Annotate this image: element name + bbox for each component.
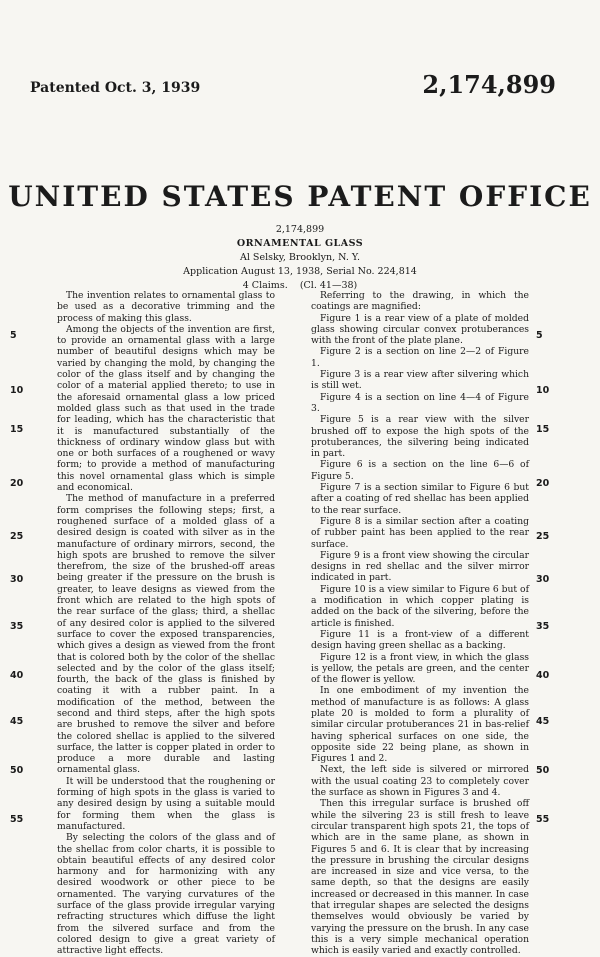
meta-class: (Cl. 41—38) — [299, 280, 358, 291]
line-number: 40 — [536, 670, 550, 681]
line-number: 10 — [10, 385, 24, 396]
right-paragraph: Figure 5 is a rear view with the silver brushed off to expose the high spots of the protuberances, the silvering being indicated in part. — [311, 414, 529, 460]
left-column — [57, 290, 275, 957]
right-paragraph: Figure 9 is a front view showing the circular designs in red shellac and the silver mirror indicated in part. — [311, 549, 529, 584]
right-paragraph: In one embodiment of my invention the method of manufacture is as follows: A glass plate 20 is molded to form a plurality of similar circular protuberances 21 in bas-relief having spherical surfaces on one side, the opposite side 22 being plane, as shown in Figures 1 and 2. — [311, 685, 529, 765]
left-paragraph: The method of manufacture in a preferred form comprises the following steps; first, a roughened surface of a molded glass of a desired design is coated with silver as in the manufacture of ordinary mirrors, second, the high spots are brushed to remove the silver therefrom, the size of the brushed-off areas being greater if the pressure on the brush is greater, to leave designs as viewed from the front which are related to the high spots of the rear surface of the glass; third, a shellac of any desired color is applied to the silvered surface to cover the exposed transparencies, which gives a design as viewed from the front that is colored both by the color of the shellac selected and by the color of the glass itself; fourth, the back of the glass is finished by coating it with a rubber paint. In a modification of the method, between the second and third steps, after the high spots are brushed to remove the silver and before the colored shellac is applied to the silvered surface, the latter is copper plated in order to produce a more durable and lasting ornamental glass. — [57, 493, 275, 776]
meta-claims: 4 Claims. — [242, 280, 288, 291]
right-paragraph: Figure 10 is a view similar to Figure 6 but of a modification in which copper plating is added on the back of the silvering, before the article is finished. — [311, 583, 529, 629]
left-paragraph: By selecting the colors of the glass and of the shellac from color charts, it is possible to obtain beautiful effects of any desired color harmony and for harmonizing with any desired woodwork or other piece to be ornamented. The varying curvatures of the surface of the glass provide irregular varying refracting structures which diffuse the light from the silvered surface and from the colored design to give a great variety of attractive light effects. — [57, 832, 275, 957]
line-number: 5 — [10, 330, 17, 341]
line-number: 30 — [10, 574, 24, 585]
right-paragraph: Figure 2 is a section on line 2—2 of Figure 1. — [311, 346, 529, 369]
right-paragraph: Figure 7 is a section similar to Figure 6 but after a coating of red shellac has been applied to the rear surface. — [311, 482, 529, 516]
line-number: 40 — [10, 670, 24, 681]
meta-title: ORNAMENTAL GLASS — [236, 238, 364, 249]
left-paragraph: It will be understood that the roughening or forming of high spots in the glass is varied to any desired design by using a suitable mould for forming them when the glass is manufactured. — [57, 775, 275, 832]
line-number: 35 — [10, 621, 24, 632]
right-paragraph: Figure 11 is a front-view of a different design having green shellac as a backing. — [311, 628, 529, 652]
meta-number: 2,174,899 — [275, 224, 325, 235]
right-column — [311, 290, 529, 957]
line-number: 5 — [536, 330, 543, 341]
line-number: 45 — [10, 716, 24, 727]
line-number: 15 — [10, 424, 24, 435]
line-number: 25 — [10, 531, 24, 542]
line-number: 20 — [10, 478, 24, 489]
line-number: 55 — [10, 814, 24, 825]
right-paragraph: Figure 6 is a section on the line 6—6 of Figure 5. — [311, 459, 529, 482]
office-title: UNITED STATES PATENT OFFICE — [8, 180, 592, 213]
line-number: 45 — [536, 716, 550, 727]
left-paragraph: The invention relates to ornamental glass to be used as a decorative trimming and the process of making this glass. — [57, 290, 275, 324]
right-paragraph: Referring to the drawing, in which the coatings are magnified: — [311, 290, 529, 313]
line-number: 30 — [536, 574, 550, 585]
meta-application: Application August 13, 1938, Serial No. 224,814 — [183, 266, 417, 277]
left-paragraph: Among the objects of the invention are first, to provide an ornamental glass with a large number of beautiful designs which may be varied by changing the mold, by changing the color of the glass itself and by changing the color of a material applied thereto; to use in the aforesaid ornamental glass a low priced molded glass such as that used in the trade for leading, which has the characteristic that it is manufactured substantially of the thickness of ordinary window glass but with one or both surfaces of a roughened or wavy form; to provide a method of manufacturing this novel ornamental glass which is simple and economical. — [57, 323, 275, 494]
line-number: 25 — [536, 531, 550, 542]
meta-inventor: Al Selsky, Brooklyn, N. Y. — [240, 252, 360, 263]
line-number: 55 — [536, 814, 550, 825]
right-paragraph: Then this irregular surface is brushed off while the silvering 23 is still fresh to leave circular transparent high spots 21, the tops of which are in the same plane, as shown in Figures 5 and 6. It is clear that by increasing the pressure in brushing the circular designs are increased in size and vice versa, to the same depth, so that the designs are easily increased or decreased in this manner. In case that irregular shapes are selected the designs themselves would obviously be varied by varying the pressure on the brush. In any case this is a very simple mechanical operation which is easily varied and exactly controlled. — [311, 798, 529, 957]
right-paragraph: Figure 3 is a rear view after silvering which is still wet. — [311, 369, 529, 392]
patent-date: Patented Oct. 3, 1939 — [30, 80, 201, 96]
line-number: 10 — [536, 385, 550, 396]
right-paragraph: Figure 12 is a front view, in which the glass is yellow, the petals are green, and the center of the flower is yellow. — [311, 651, 529, 686]
right-paragraph: Next, the left side is silvered or mirrored with the usual coating 23 to completely cover the surface as shown in Figures 3 and 4. — [311, 764, 529, 799]
line-number: 20 — [536, 478, 550, 489]
line-number: 50 — [10, 765, 24, 776]
right-paragraph: Figure 8 is a similar section after a coating of rubber paint has been applied to the rear surface. — [311, 515, 529, 550]
line-number: 15 — [536, 424, 550, 435]
patent-number: 2,174,899 — [422, 70, 556, 99]
right-paragraph: Figure 4 is a section on line 4—4 of Figure 3. — [311, 391, 529, 414]
line-number: 35 — [536, 621, 550, 632]
line-number: 50 — [536, 765, 550, 776]
right-paragraph: Figure 1 is a rear view of a plate of molded glass showing circular convex protuberances with the front of the plate plane. — [311, 312, 529, 347]
